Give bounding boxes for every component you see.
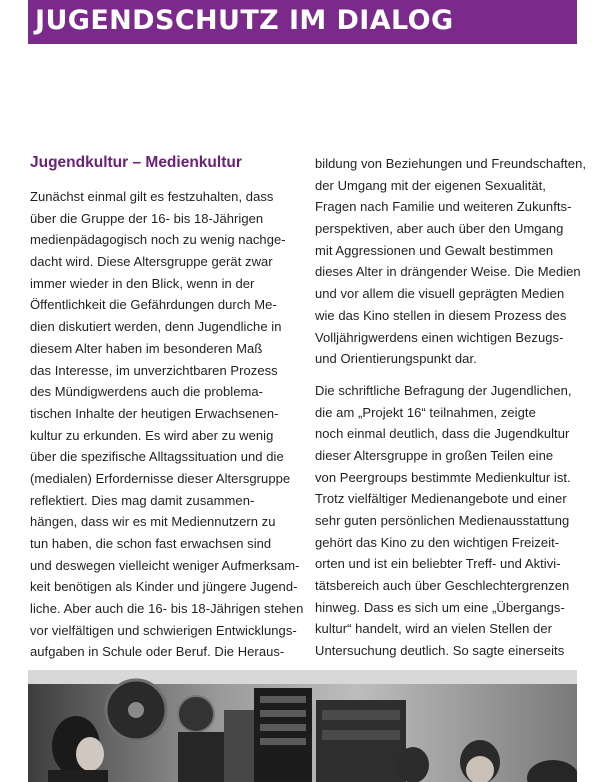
text-line: hinweg. Dass es sich um eine „Übergangs- xyxy=(315,599,565,615)
text-line: gehört das Kino zu den wichtigen Freizeit- xyxy=(315,534,560,550)
text-line: und deswegen vielleicht weniger Aufmerksam- xyxy=(30,557,300,573)
right-paragraph-1 xyxy=(315,153,587,370)
text-line: keit benötigen als Kinder und jüngere Jugend- xyxy=(30,579,298,595)
text-line: des Mündigwerdens auch die problema- xyxy=(30,384,264,400)
text-line: das Interesse, im unverzichtbaren Prozess xyxy=(30,362,278,378)
text-line: hängen, dass wir es mit Mediennutzern zu xyxy=(30,514,276,530)
text-line: medienpädagogisch noch zu wenig nachge- xyxy=(30,232,286,248)
text-line: bildung von Beziehungen und Freundschaften, xyxy=(315,156,587,171)
right-paragraph-2 xyxy=(315,380,577,662)
text-line: sehr guten persönlichen Medienausstattung xyxy=(315,513,570,528)
text-line: (medialen) Erfordernisse dieser Altersgruppe xyxy=(30,470,291,486)
text-line: orten und ist ein beliebter Treff- und Aktivi- xyxy=(315,556,561,572)
text-line: vor vielfältigen und schwierigen Entwicklungs- xyxy=(30,622,297,638)
title-banner xyxy=(28,0,577,44)
left-column xyxy=(30,152,304,663)
text-line: Die schriftliche Befragung der Jugendlichen, xyxy=(315,382,572,398)
text-line: reflektiert. Dies mag damit zusammen- xyxy=(30,492,255,508)
text-line: aufgaben in Schule oder Beruf. Die Heraus- xyxy=(30,644,285,660)
text-line: kultur zu erkunden. Es wird aber zu wenig xyxy=(30,427,274,443)
cinema-projection-room-photo xyxy=(28,670,577,782)
text-line: kultur“ handelt, wird an vielen Stellen der xyxy=(315,621,553,637)
text-line: dacht wird. Diese Altersgruppe gerät zwar xyxy=(30,254,273,270)
text-line: Fragen nach Familie und weiteren Zukunfts- xyxy=(315,199,572,215)
text-line: dien diskutiert werden, denn Jugendliche in xyxy=(30,319,282,335)
text-line: diesem Alter haben im besonderen Maß xyxy=(30,340,263,356)
text-line: immer wieder in den Blick, wenn in der xyxy=(30,275,255,291)
text-line: über die spezifische Alltagssituation und die xyxy=(30,449,284,465)
section-heading: Jugendkultur – Medienkultur xyxy=(30,154,242,171)
text-line: Trotz vielfältiger Medienangebote und einer xyxy=(315,491,567,507)
left-paragraph xyxy=(30,186,304,663)
text-line: mit Aggressionen und Gewalt bestimmen xyxy=(315,242,554,258)
text-line: tätsbereich auch über Geschlechtergrenzen xyxy=(315,578,570,594)
text-line: Zunächst einmal gilt es festzuhalten, dass xyxy=(30,189,274,204)
page-title: JUGENDSCHUTZ IM DIALOG xyxy=(35,5,454,36)
text-line: Öffentlichkeit die Gefährdungen durch Me- xyxy=(30,297,277,313)
paragraph-gap xyxy=(315,370,577,380)
text-line: Untersuchung deutlich. So sagte einerseits xyxy=(315,643,565,659)
right-column xyxy=(315,153,587,662)
text-line: dieser Altersgruppe in großen Teilen eine xyxy=(315,447,554,463)
text-line: über die Gruppe der 16- bis 18-Jährigen xyxy=(30,210,264,226)
text-line: die am „Projekt 16“ teilnahmen, zeigte xyxy=(315,404,536,420)
text-line: perspektiven, aber auch über den Umgang xyxy=(315,221,564,237)
text-line: und Orientierungspunkt dar. xyxy=(315,351,477,367)
text-line: und vor allem die visuell geprägten Medien xyxy=(315,286,565,302)
text-line: tischen Inhalte der heutigen Erwachsenen- xyxy=(30,405,279,421)
text-line: tun haben, die schon fast erwachsen sind xyxy=(30,536,272,551)
text-line: der Umgang mit der eigenen Sexualität, xyxy=(315,177,546,193)
text-line: liche. Aber auch die 16- bis 18-Jährigen stehen xyxy=(30,601,304,617)
photo-illustration xyxy=(28,670,577,782)
text-line: wie das Kino stellen in diesem Prozess des xyxy=(315,307,567,323)
text-line: von Peergroups bestimmte Medienkultur ist. xyxy=(315,469,571,485)
text-line: Volljährigwerdens einen wichtigen Bezugs- xyxy=(315,329,564,345)
text-line: dieses Alter in drängender Weise. Die Medien xyxy=(315,264,581,280)
text-line: noch einmal deutlich, dass die Jugendkultur xyxy=(315,426,570,442)
